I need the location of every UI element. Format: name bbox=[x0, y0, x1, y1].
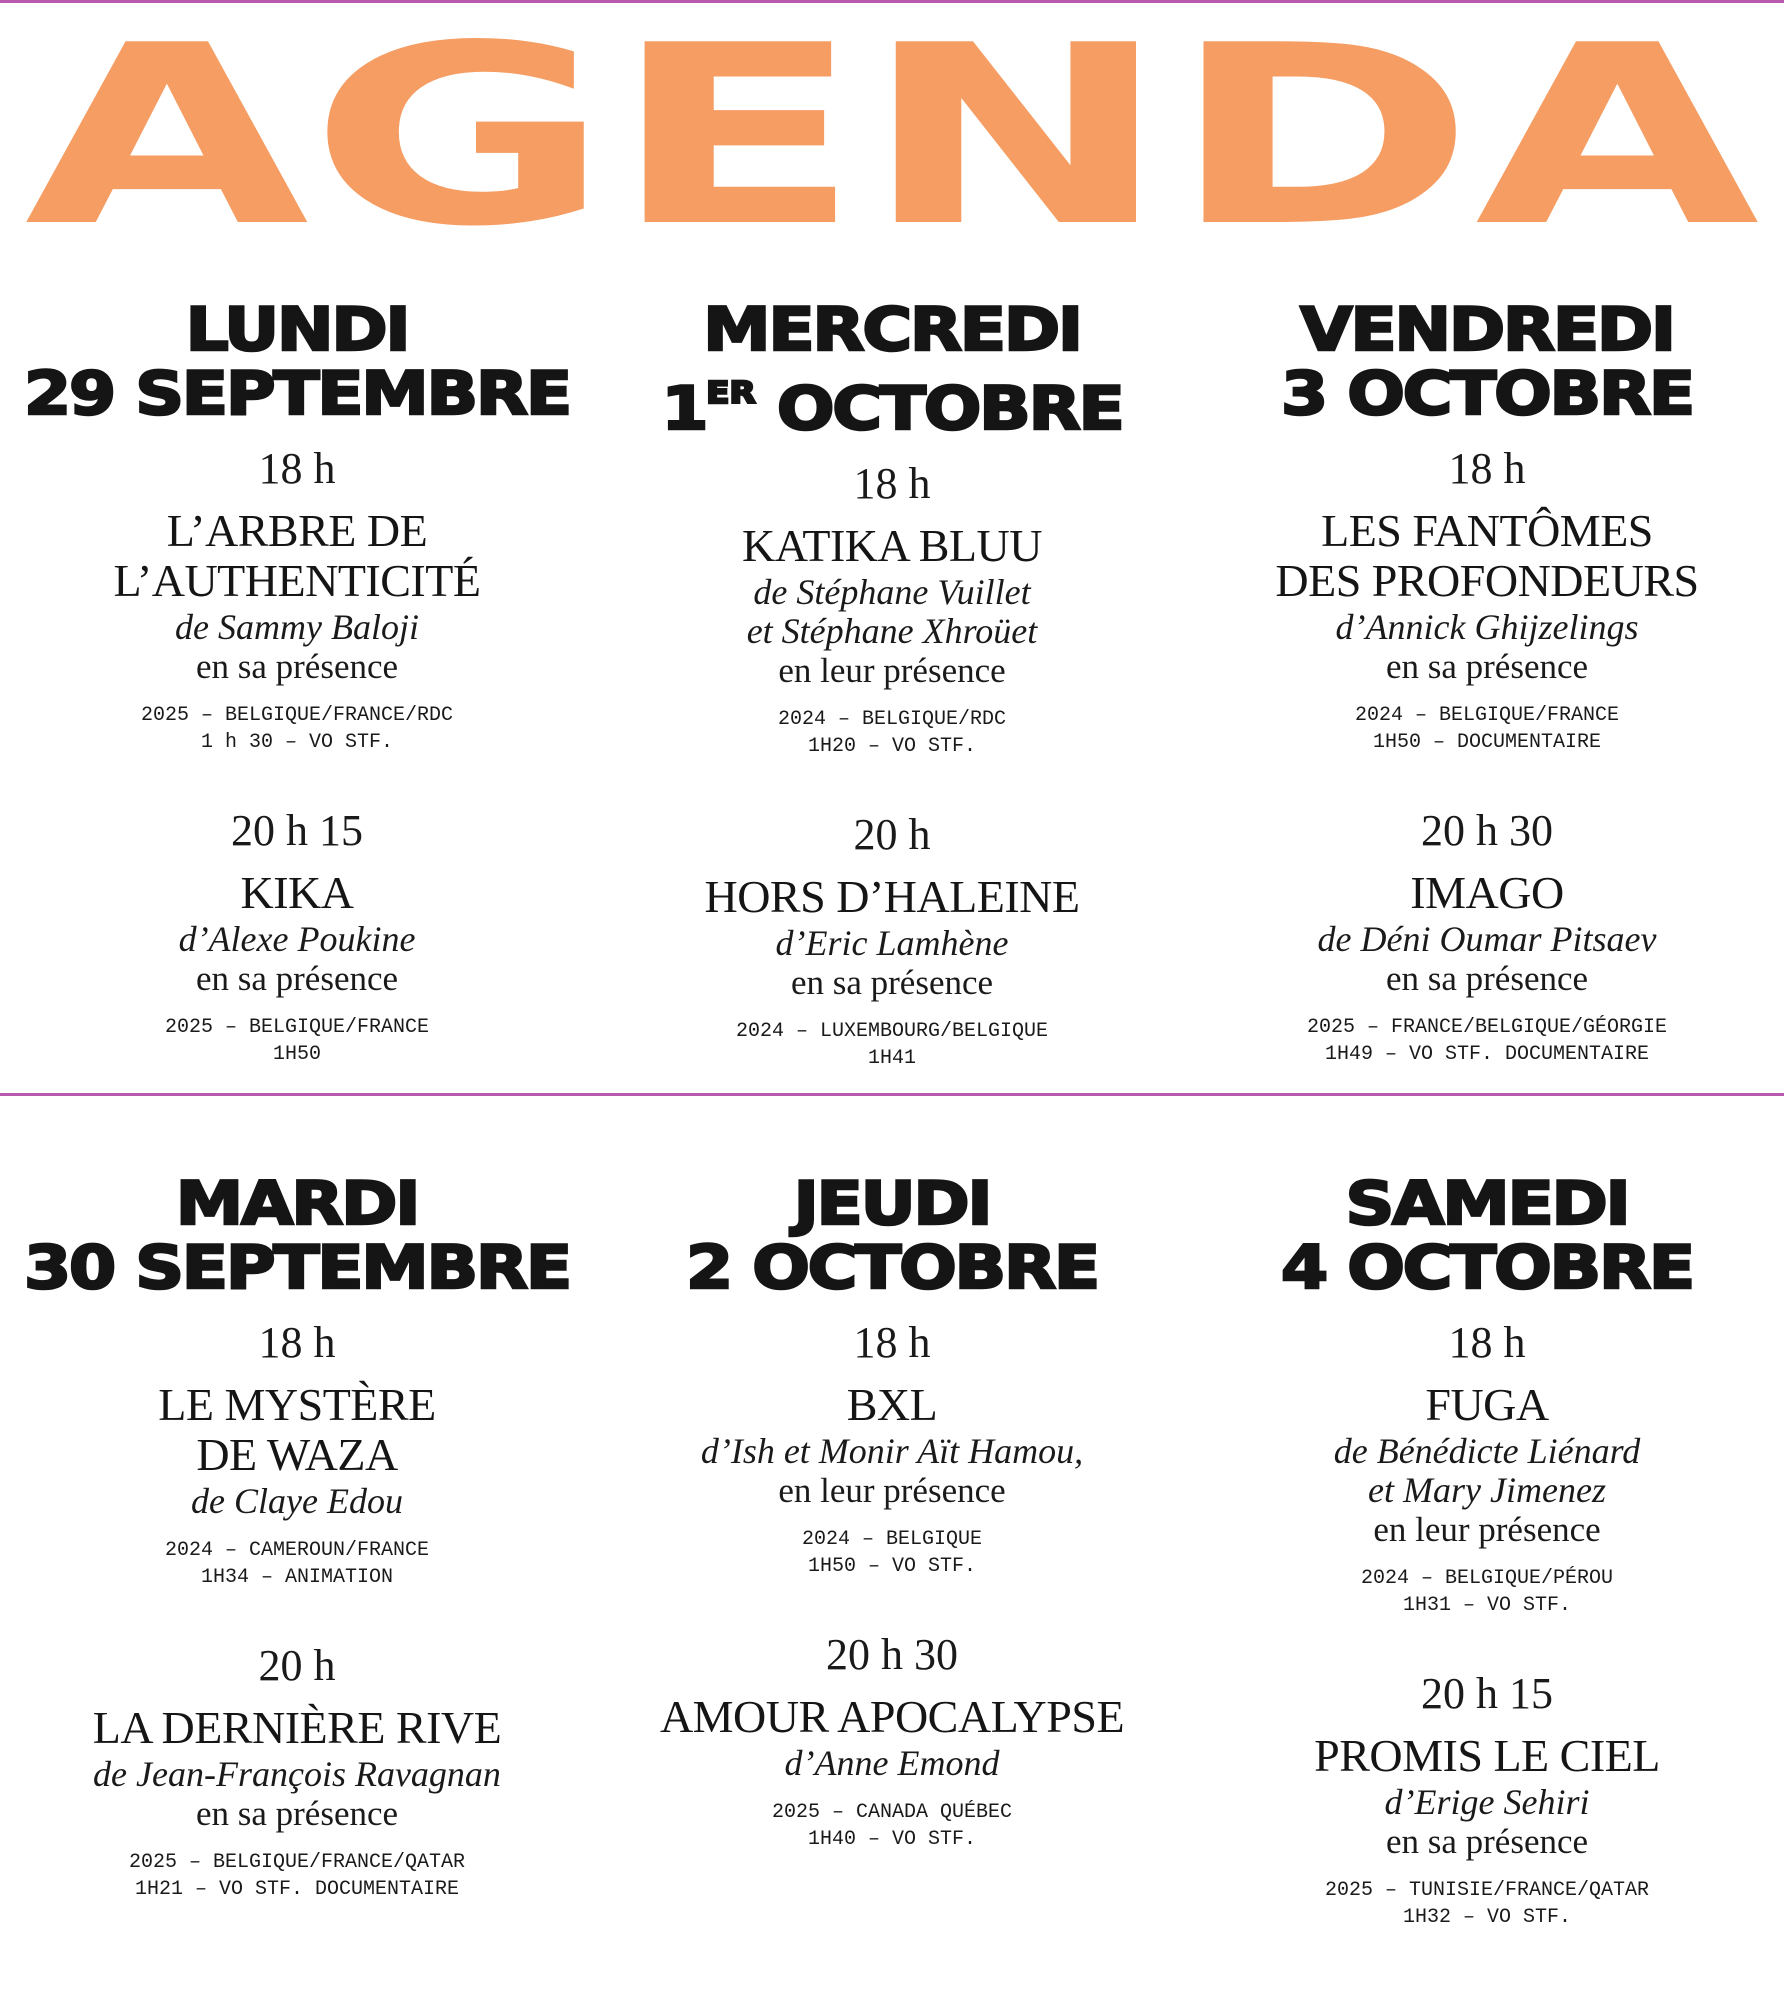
screening-time: 18 h bbox=[258, 444, 336, 493]
screening bbox=[1190, 1669, 1784, 1931]
day-name: MARDI bbox=[175, 1169, 419, 1239]
film-info: 2024 – CAMEROUN/FRANCE 1H34 – ANIMATION bbox=[164, 1539, 430, 1589]
screening-time: 18 h bbox=[853, 459, 931, 508]
film-info: 2025 – BELGIQUE/FRANCE/QATAR 1H21 – VO STF. DOCUMENTAIRE bbox=[128, 1851, 466, 1901]
film-director: de Jean-François Ravagnan bbox=[93, 1754, 501, 1794]
screening-time: 18 h bbox=[1448, 444, 1526, 493]
screening-time: 20 h bbox=[853, 810, 931, 859]
screening bbox=[0, 806, 594, 1068]
film-title: PROMIS LE CIEL bbox=[1314, 1730, 1660, 1781]
agenda-title-svg bbox=[0, 0, 1784, 245]
screening bbox=[1190, 806, 1784, 1068]
screening bbox=[1190, 1318, 1784, 1619]
day-column-lundi bbox=[0, 295, 594, 1068]
film-title: HORS D’HALEINE bbox=[704, 871, 1080, 922]
day-date: 3 OCTOBRE bbox=[1281, 359, 1693, 429]
film-title: FUGA bbox=[1425, 1379, 1549, 1430]
film-director: d’Anne Emond bbox=[784, 1743, 1000, 1783]
film-director: d’Eric Lamhène bbox=[775, 923, 1009, 963]
film-title: L’ARBRE DE L’AUTHENTICITÉ bbox=[113, 505, 481, 606]
screening bbox=[595, 459, 1189, 760]
screening-time: 18 h bbox=[1448, 1318, 1526, 1367]
agenda-title: AGENDA bbox=[24, 0, 1760, 245]
screening bbox=[1190, 444, 1784, 756]
screening bbox=[595, 810, 1189, 1072]
day-column-jeudi bbox=[595, 1169, 1189, 1853]
day-date: 2 OCTOBRE bbox=[686, 1233, 1098, 1303]
film-title: KATIKA BLUU bbox=[742, 520, 1042, 571]
presence-note: en leur présence bbox=[778, 651, 1006, 690]
film-director: de Déni Oumar Pitsaev bbox=[1317, 919, 1657, 959]
screening-time: 20 h 30 bbox=[1421, 806, 1553, 855]
film-info: 2025 – BELGIQUE/FRANCE/RDC 1 h 30 – VO STF. bbox=[140, 704, 454, 754]
day-name: LUNDI bbox=[185, 295, 409, 365]
presence-note: en sa présence bbox=[195, 647, 399, 686]
section-divider bbox=[0, 1093, 1784, 1096]
presence-note: en sa présence bbox=[195, 959, 399, 998]
agenda-banner bbox=[0, 0, 1784, 245]
day-name: SAMEDI bbox=[1345, 1169, 1629, 1239]
screening bbox=[0, 1318, 594, 1591]
presence-note: en leur présence bbox=[1373, 1510, 1601, 1549]
screening-time: 18 h bbox=[258, 1318, 336, 1367]
film-info: 2024 – BELGIQUE 1H50 – VO STF. bbox=[801, 1528, 983, 1578]
screening bbox=[595, 1318, 1189, 1580]
screening-time: 20 h 15 bbox=[1421, 1669, 1553, 1718]
screening-time: 20 h 15 bbox=[231, 806, 363, 855]
presence-note: en leur présence bbox=[778, 1471, 1006, 1510]
day-date bbox=[556, 362, 1227, 444]
film-title: LES FANTÔMES DES PROFONDEURS bbox=[1275, 505, 1699, 606]
film-director: de Stéphane Vuillet et Stéphane Xhroüet bbox=[746, 572, 1038, 651]
day-column-samedi bbox=[1190, 1169, 1784, 1931]
day-date: 29 SEPTEMBRE bbox=[24, 359, 570, 429]
film-director: de Claye Edou bbox=[191, 1481, 403, 1521]
film-info: 2025 – BELGIQUE/FRANCE 1H50 bbox=[164, 1016, 430, 1066]
day-date-month: OCTOBRE bbox=[776, 374, 1123, 444]
screening bbox=[595, 1630, 1189, 1853]
film-director: d’Annick Ghijzelings bbox=[1335, 607, 1639, 647]
presence-note: en sa présence bbox=[1385, 647, 1589, 686]
presence-note: en sa présence bbox=[195, 1794, 399, 1833]
day-date: 30 SEPTEMBRE bbox=[24, 1233, 570, 1303]
film-info: 2025 – FRANCE/BELGIQUE/GÉORGIE 1H49 – VO STF. DOCUMENTAIRE bbox=[1306, 1016, 1668, 1066]
day-column-vendredi bbox=[1190, 295, 1784, 1068]
film-director: de Sammy Baloji bbox=[175, 607, 419, 647]
presence-note: en sa présence bbox=[1385, 959, 1589, 998]
day-name: VENDREDI bbox=[1300, 295, 1674, 365]
screening-time: 20 h 30 bbox=[826, 1630, 958, 1679]
film-title: LE MYSTÈRE DE WAZA bbox=[158, 1379, 436, 1480]
day-date-number: 1 bbox=[661, 374, 707, 444]
film-director: d’Ish et Monir Aït Hamou, bbox=[700, 1431, 1084, 1471]
film-director: d’Alexe Poukine bbox=[178, 919, 416, 959]
film-info: 2025 – CANADA QUÉBEC 1H40 – VO STF. bbox=[771, 1801, 1013, 1851]
day-date: 4 OCTOBRE bbox=[1281, 1233, 1693, 1303]
screening bbox=[0, 1641, 594, 1903]
screening-time: 18 h bbox=[853, 1318, 931, 1367]
film-title: BXL bbox=[846, 1379, 938, 1430]
screening-time: 20 h bbox=[258, 1641, 336, 1690]
day-date-ordinal: ER bbox=[706, 376, 756, 411]
presence-note: en sa présence bbox=[1385, 1822, 1589, 1861]
film-info: 2024 – BELGIQUE/RDC 1H20 – VO STF. bbox=[777, 708, 1007, 758]
film-director: d’Erige Sehiri bbox=[1384, 1782, 1590, 1822]
film-info: 2024 – BELGIQUE/PÉROU 1H31 – VO STF. bbox=[1360, 1567, 1614, 1617]
film-title: KIKA bbox=[240, 867, 354, 918]
film-title: IMAGO bbox=[1410, 867, 1564, 918]
film-info: 2024 – BELGIQUE/FRANCE 1H50 – DOCUMENTAIRE bbox=[1354, 704, 1620, 754]
day-name: JEUDI bbox=[793, 1169, 991, 1239]
film-info: 2025 – TUNISIE/FRANCE/QATAR 1H32 – VO STF. bbox=[1324, 1879, 1650, 1929]
film-title: LA DERNIÈRE RIVE bbox=[92, 1702, 502, 1753]
film-info: 2024 – LUXEMBOURG/BELGIQUE 1H41 bbox=[735, 1020, 1049, 1070]
day-column-mardi bbox=[0, 1169, 594, 1903]
film-title: AMOUR APOCALYPSE bbox=[659, 1691, 1125, 1742]
day-column-mercredi bbox=[595, 295, 1189, 1072]
presence-note: en sa présence bbox=[790, 963, 994, 1002]
day-name: MERCREDI bbox=[703, 295, 1081, 365]
film-director: de Bénédicte Liénard et Mary Jimenez bbox=[1333, 1431, 1641, 1510]
screening bbox=[0, 444, 594, 756]
